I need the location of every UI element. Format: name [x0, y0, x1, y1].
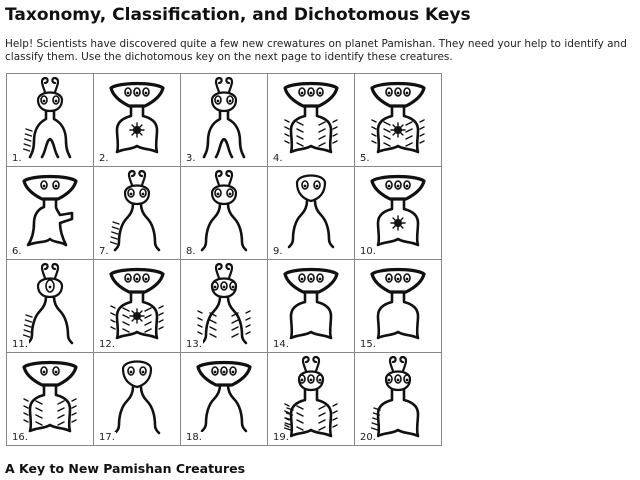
- body-hair: [297, 129, 303, 132]
- side-hair: [333, 127, 337, 129]
- arm-hair: [25, 320, 31, 322]
- page-title: Taxonomy, Classification, and Dichotomous Keys: [5, 5, 471, 25]
- pupil: [127, 278, 130, 281]
- side-hair: [333, 134, 337, 136]
- pupil: [232, 371, 235, 374]
- creature-number: 17.: [99, 432, 115, 443]
- body-hair: [36, 401, 42, 404]
- spot-ray: [401, 226, 403, 228]
- spot-ray: [401, 218, 403, 220]
- side-hair: [159, 327, 163, 329]
- pupil: [319, 278, 322, 281]
- side-hair: [246, 318, 250, 320]
- body-hair: [36, 408, 42, 411]
- antenna-left: [216, 264, 222, 278]
- body-hair: [384, 129, 390, 132]
- side-hair: [285, 127, 289, 129]
- pupil: [406, 379, 409, 382]
- pupil: [397, 379, 400, 382]
- creature-drawing: [107, 355, 167, 439]
- creature-drawing: [368, 355, 428, 439]
- pupil: [136, 92, 139, 95]
- side-hair: [246, 311, 250, 313]
- body: [202, 297, 246, 343]
- body-hair: [406, 136, 412, 139]
- side-hair: [372, 127, 376, 129]
- side-hair: [285, 141, 289, 143]
- creature-drawing: [194, 76, 254, 160]
- pupil: [397, 185, 400, 188]
- creature-drawing: [20, 262, 80, 346]
- side-hair: [198, 325, 202, 327]
- body-hair: [297, 406, 303, 409]
- body: [291, 292, 331, 338]
- body-hair: [123, 315, 129, 318]
- spot-ray: [140, 133, 142, 135]
- body-hair: [58, 422, 64, 425]
- pupil: [127, 92, 130, 95]
- body: [28, 199, 72, 245]
- head-wide: [111, 84, 163, 107]
- head-oval: [297, 176, 325, 202]
- pupil: [43, 371, 46, 374]
- antenna-right: [139, 171, 145, 185]
- creature-number: 8.: [186, 246, 196, 257]
- body-hair: [123, 329, 129, 332]
- side-hair: [285, 425, 289, 427]
- body-hair: [406, 129, 412, 132]
- side-hair: [72, 420, 76, 422]
- creature-number: 7.: [99, 246, 109, 257]
- body: [378, 390, 418, 436]
- body-hair: [319, 413, 325, 416]
- creature-drawing: [281, 76, 341, 160]
- head-wide: [372, 177, 424, 200]
- arm-hair: [24, 144, 30, 146]
- body: [28, 297, 72, 343]
- pupil: [406, 92, 409, 95]
- creature-drawing: [107, 262, 167, 346]
- creature-number: 15.: [360, 339, 376, 350]
- pupil: [214, 286, 217, 289]
- creature-cell: [94, 74, 181, 167]
- antenna-left: [129, 171, 135, 185]
- body: [202, 385, 246, 431]
- creature-cell: [7, 74, 94, 167]
- creature-number: 3.: [186, 153, 196, 164]
- key-section-heading: A Key to New Pamishan Creatures: [5, 461, 246, 476]
- pupil: [130, 371, 133, 374]
- antenna-right: [52, 264, 58, 278]
- side-hair: [333, 425, 337, 427]
- creature-cell: [355, 260, 442, 353]
- grid-row: [7, 167, 442, 260]
- pupil: [136, 278, 139, 281]
- arm-hair: [24, 149, 30, 151]
- creature-drawing: [194, 355, 254, 439]
- body-hair: [384, 122, 390, 125]
- creature-number: 13.: [186, 339, 202, 350]
- pupil: [43, 185, 46, 188]
- body-hair: [210, 320, 216, 323]
- antenna-right: [226, 78, 232, 92]
- antenna-right: [52, 78, 58, 92]
- spot-ray: [393, 218, 395, 220]
- body: [204, 111, 244, 157]
- body-hair: [297, 122, 303, 125]
- side-hair: [72, 413, 76, 415]
- arm-hair: [25, 139, 31, 141]
- creature-cell: [268, 260, 355, 353]
- side-hair: [285, 120, 289, 122]
- pupil: [43, 100, 46, 103]
- side-hair: [246, 332, 250, 334]
- arm-hair: [112, 232, 118, 234]
- head-wide: [285, 84, 337, 107]
- creature-number: 5.: [360, 153, 370, 164]
- creature-drawing: [194, 169, 254, 253]
- body-hair: [58, 415, 64, 418]
- arm-hair: [25, 325, 31, 327]
- arm-hair: [111, 237, 117, 239]
- side-hair: [198, 332, 202, 334]
- creature-cell: [355, 74, 442, 167]
- creature-number: 14.: [273, 339, 289, 350]
- body-hair: [232, 327, 238, 330]
- spot-ray: [393, 125, 395, 127]
- pupil: [397, 92, 400, 95]
- spot-ray: [393, 226, 395, 228]
- side-hair: [372, 120, 376, 122]
- head-wide: [24, 363, 76, 386]
- body-hair: [297, 420, 303, 423]
- pupil: [388, 185, 391, 188]
- side-hair: [372, 134, 376, 136]
- pupil: [223, 371, 226, 374]
- antenna-left: [216, 171, 222, 185]
- side-hair: [246, 325, 250, 327]
- pupil: [406, 278, 409, 281]
- pupil: [232, 286, 235, 289]
- side-hair: [24, 413, 28, 415]
- body-hair: [232, 320, 238, 323]
- side-hair: [333, 120, 337, 122]
- spot-ray: [132, 311, 134, 313]
- spot-ray: [132, 133, 134, 135]
- body-hair: [58, 408, 64, 411]
- pupil: [319, 92, 322, 95]
- pupil: [145, 92, 148, 95]
- creature-cell: [268, 74, 355, 167]
- head-wide: [372, 270, 424, 293]
- arm-hair: [285, 428, 291, 430]
- antenna-left: [390, 357, 396, 371]
- pupil: [145, 278, 148, 281]
- body-hair: [297, 136, 303, 139]
- creature-cell: [181, 353, 268, 446]
- pupil: [319, 379, 322, 382]
- creature-drawing: [281, 355, 341, 439]
- pupil: [142, 193, 145, 196]
- creature-cell: [94, 167, 181, 260]
- body-hair: [145, 322, 151, 325]
- side-hair: [111, 313, 115, 315]
- pupil: [388, 379, 391, 382]
- side-hair: [372, 141, 376, 143]
- grid-row: [7, 353, 442, 446]
- spot-ray: [132, 319, 134, 321]
- creature-number: 16.: [12, 432, 28, 443]
- antenna-right: [400, 357, 406, 371]
- body-hair: [36, 415, 42, 418]
- creature-number: 6.: [12, 246, 22, 257]
- side-hair: [159, 313, 163, 315]
- spot-ray: [401, 125, 403, 127]
- pupil: [142, 371, 145, 374]
- head-wide: [24, 177, 76, 200]
- side-hair: [159, 320, 163, 322]
- creature-cell: [181, 74, 268, 167]
- body: [202, 204, 246, 250]
- pupil: [310, 278, 313, 281]
- creature-grid: [6, 73, 442, 446]
- head-wide: [111, 270, 163, 293]
- side-hair: [420, 141, 424, 143]
- antenna-left: [42, 264, 48, 278]
- creature-number: 20.: [360, 432, 376, 443]
- side-hair: [111, 306, 115, 308]
- arm-hair: [25, 134, 31, 136]
- spot-ray: [132, 125, 134, 127]
- arm-hair: [372, 428, 378, 430]
- body-hair: [319, 129, 325, 132]
- creature-cell: [181, 167, 268, 260]
- arm-hair: [24, 330, 30, 332]
- side-hair: [420, 127, 424, 129]
- body: [115, 204, 159, 250]
- side-hair: [159, 306, 163, 308]
- body-hair: [210, 334, 216, 337]
- pupil: [55, 100, 58, 103]
- body-hair: [210, 327, 216, 330]
- spot-ray: [393, 133, 395, 135]
- antenna-right: [226, 171, 232, 185]
- creature-number: 10.: [360, 246, 376, 257]
- head-wide: [198, 363, 250, 386]
- body-hair: [36, 422, 42, 425]
- body-hair: [384, 136, 390, 139]
- pupil: [304, 185, 307, 188]
- grid-row: [7, 74, 442, 167]
- spot-ray: [140, 125, 142, 127]
- pupil: [397, 278, 400, 281]
- antenna-left: [216, 78, 222, 92]
- body-hair: [232, 334, 238, 337]
- pupil: [301, 92, 304, 95]
- creature-cell: [268, 353, 355, 446]
- creature-drawing: [368, 262, 428, 346]
- creature-drawing: [107, 169, 167, 253]
- arm-hair: [112, 227, 118, 229]
- pupil: [229, 193, 232, 196]
- pupil: [130, 193, 133, 196]
- creature-number: 9.: [273, 246, 283, 257]
- creature-number: 4.: [273, 153, 283, 164]
- side-hair: [285, 134, 289, 136]
- side-hair: [198, 311, 202, 313]
- arm-hair: [26, 315, 32, 317]
- pupil: [310, 92, 313, 95]
- creature-number: 11.: [12, 339, 28, 350]
- pupil: [406, 185, 409, 188]
- side-hair: [333, 418, 337, 420]
- side-hair: [285, 404, 289, 406]
- side-hair: [111, 327, 115, 329]
- creature-drawing: [368, 76, 428, 160]
- spot-ray: [140, 319, 142, 321]
- body-hair: [145, 315, 151, 318]
- body-hair: [319, 427, 325, 430]
- side-hair: [72, 406, 76, 408]
- spot-ray: [140, 311, 142, 313]
- intro-paragraph: Help! Scientists have discovered quite a few new crewatures on planet Pamishan. They need your help to identify and classify them. Use the dichotomous key on the next page to identify these creatures.: [5, 38, 627, 63]
- creature-cell: [7, 260, 94, 353]
- pupil: [223, 286, 226, 289]
- body-hair: [297, 143, 303, 146]
- creature-number: 12.: [99, 339, 115, 350]
- creature-drawing: [194, 262, 254, 346]
- creature-cell: [355, 167, 442, 260]
- head-wide: [372, 84, 424, 107]
- side-hair: [24, 399, 28, 401]
- side-hair: [420, 120, 424, 122]
- arm-hair: [111, 242, 117, 244]
- creature-drawing: [20, 76, 80, 160]
- body-hair: [319, 143, 325, 146]
- body: [289, 201, 333, 247]
- side-hair: [420, 134, 424, 136]
- pupil: [229, 100, 232, 103]
- pupil: [49, 286, 52, 289]
- creature-cell: [355, 353, 442, 446]
- antenna-left: [303, 357, 309, 371]
- spot-ray: [401, 133, 403, 135]
- creature-drawing: [107, 76, 167, 160]
- body-hair: [319, 406, 325, 409]
- creature-cell: [94, 353, 181, 446]
- grid-row: [7, 260, 442, 353]
- body-hair: [384, 143, 390, 146]
- creature-drawing: [281, 262, 341, 346]
- side-hair: [333, 411, 337, 413]
- body-hair: [297, 427, 303, 430]
- body-hair: [319, 122, 325, 125]
- pupil: [55, 371, 58, 374]
- body-hair: [123, 322, 129, 325]
- body-hair: [406, 122, 412, 125]
- creature-cell: [181, 260, 268, 353]
- pupil: [301, 379, 304, 382]
- pupil: [388, 278, 391, 281]
- creature-drawing: [368, 169, 428, 253]
- antenna-right: [226, 264, 232, 278]
- pupil: [310, 379, 313, 382]
- creature-cell: [268, 167, 355, 260]
- head-oval: [123, 362, 151, 388]
- body-hair: [319, 420, 325, 423]
- side-hair: [333, 404, 337, 406]
- side-hair: [72, 399, 76, 401]
- pupil: [55, 185, 58, 188]
- antenna-right: [313, 357, 319, 371]
- head-wide: [285, 270, 337, 293]
- arm-hair: [113, 222, 119, 224]
- pupil: [301, 278, 304, 281]
- pupil: [388, 92, 391, 95]
- antenna-left: [42, 78, 48, 92]
- arm-hair: [24, 335, 30, 337]
- body-hair: [297, 413, 303, 416]
- side-hair: [333, 141, 337, 143]
- creature-drawing: [20, 355, 80, 439]
- creature-number: 2.: [99, 153, 109, 164]
- side-hair: [198, 318, 202, 320]
- body-hair: [319, 136, 325, 139]
- side-hair: [24, 406, 28, 408]
- creature-drawing: [281, 169, 341, 253]
- creature-drawing: [20, 169, 80, 253]
- pupil: [316, 185, 319, 188]
- side-hair: [24, 420, 28, 422]
- creature-number: 1.: [12, 153, 22, 164]
- pupil: [217, 193, 220, 196]
- arm-hair: [26, 129, 32, 131]
- creature-cell: [7, 167, 94, 260]
- body: [115, 387, 159, 433]
- creature-number: 18.: [186, 432, 202, 443]
- body-hair: [145, 308, 151, 311]
- side-hair: [111, 320, 115, 322]
- body-hair: [145, 329, 151, 332]
- creature-number: 19.: [273, 432, 289, 443]
- pupil: [217, 100, 220, 103]
- body-hair: [406, 143, 412, 146]
- creature-cell: [7, 353, 94, 446]
- body-hair: [123, 308, 129, 311]
- body-hair: [58, 401, 64, 404]
- body: [30, 111, 70, 157]
- body: [378, 292, 418, 338]
- creature-cell: [94, 260, 181, 353]
- pupil: [214, 371, 217, 374]
